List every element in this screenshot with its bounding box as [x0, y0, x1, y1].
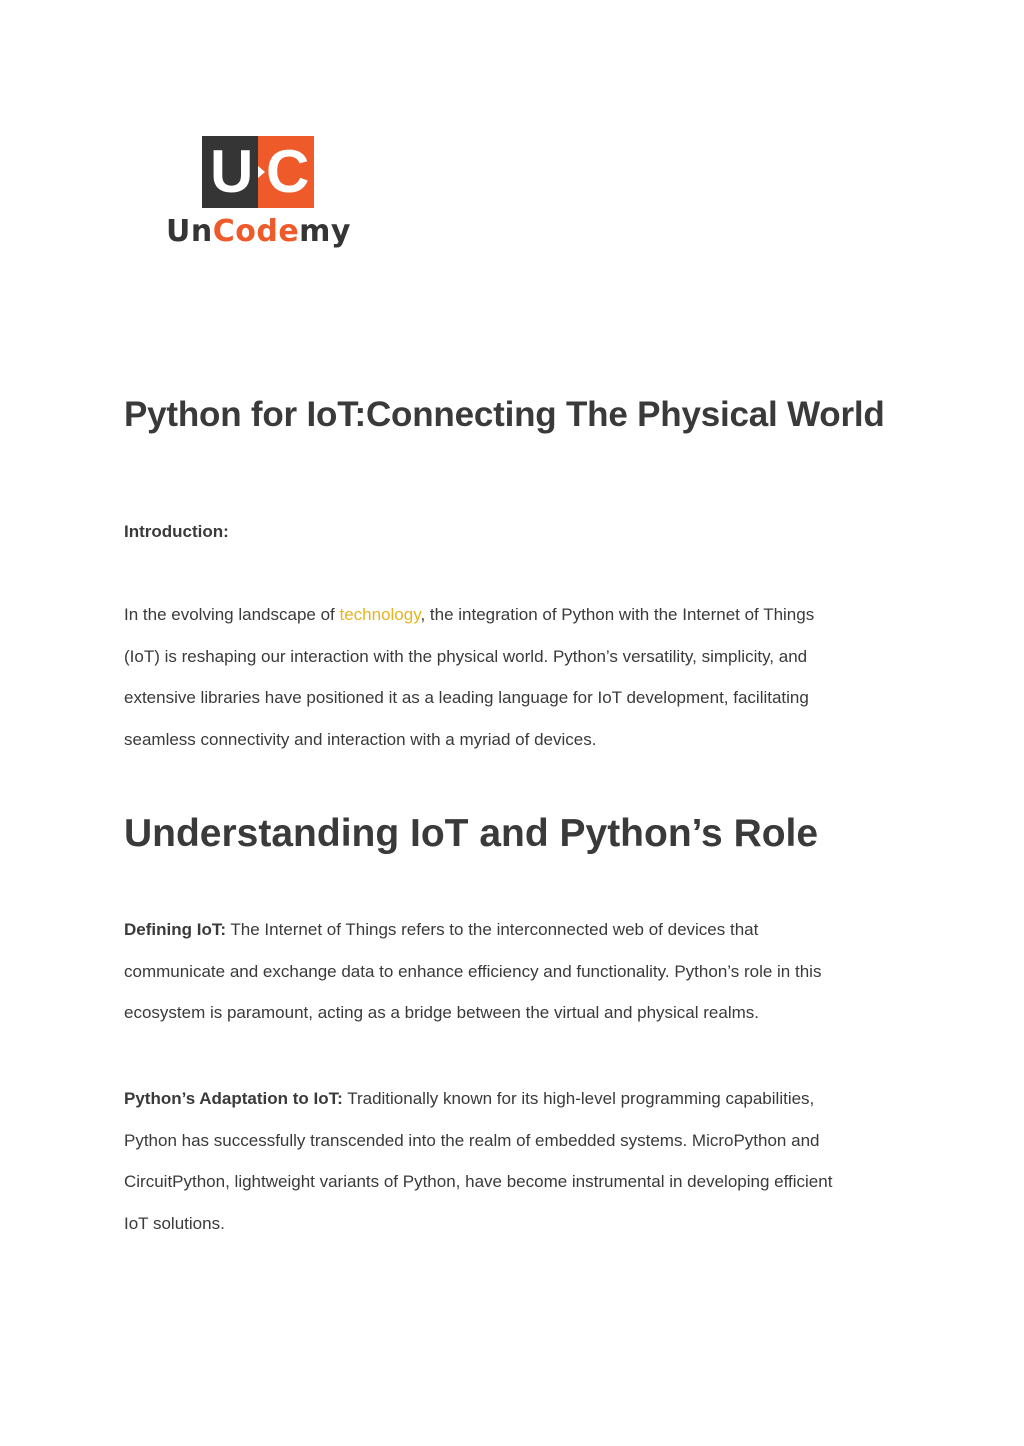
adaptation-paragraph — [124, 1078, 904, 1245]
page-title: Python for IoT:Connecting The Physical World — [124, 395, 885, 434]
wordmark-code: Code — [212, 214, 300, 249]
defining-iot-paragraph — [124, 909, 904, 1034]
defining-line-3: ecosystem is paramount, acting as a bridge between the virtual and physical realms. — [124, 1003, 759, 1023]
intro-line-1-pre: In the evolving landscape of — [124, 605, 340, 624]
intro-line-1-post: , the integration of Python with the Internet of Things — [420, 605, 815, 624]
adaptation-line-3: CircuitPython, lightweight variants of Python, have become instrumental in developing efficient — [124, 1172, 833, 1192]
defining-line-1 — [124, 909, 904, 951]
logo-letter-u: U — [210, 138, 254, 205]
play-arrow-icon — [258, 166, 265, 178]
logo-mark — [202, 136, 314, 208]
wordmark-my: my — [299, 214, 351, 249]
intro-paragraph — [124, 594, 904, 761]
intro-line-4: seamless connectivity and interaction with a myriad of devices. — [124, 730, 597, 750]
uncodemy-logo — [166, 136, 350, 256]
adaptation-line-1-text: Traditionally known for its high-level programming capabilities, — [342, 1089, 815, 1108]
defining-line-2: communicate and exchange data to enhance efficiency and functionality. Python’s role in this — [124, 961, 822, 981]
wordmark-un: Un — [166, 214, 213, 249]
adaptation-line-4: IoT solutions. — [124, 1214, 225, 1234]
logo-wordmark — [166, 214, 351, 249]
intro-line-1 — [124, 594, 904, 636]
technology-link[interactable]: technology — [339, 605, 421, 624]
logo-letter-c: C — [266, 138, 310, 205]
defining-iot-label: Defining IoT: — [124, 920, 226, 939]
introduction-label: Introduction: — [124, 522, 229, 541]
intro-line-2: (IoT) is reshaping our interaction with the physical world. Python’s versatility, simplicity, and — [124, 646, 808, 666]
defining-line-1-text: The Internet of Things refers to the interconnected web of devices that — [225, 920, 759, 939]
section-heading: Understanding IoT and Python’s Role — [124, 812, 819, 855]
adaptation-line-1 — [124, 1078, 904, 1120]
adaptation-label: Python’s Adaptation to IoT: — [124, 1089, 343, 1108]
adaptation-line-2: Python has successfully transcended into the realm of embedded systems. MicroPython and — [124, 1130, 820, 1150]
intro-line-3: extensive libraries have positioned it as a leading language for IoT development, facilitating — [124, 688, 809, 708]
